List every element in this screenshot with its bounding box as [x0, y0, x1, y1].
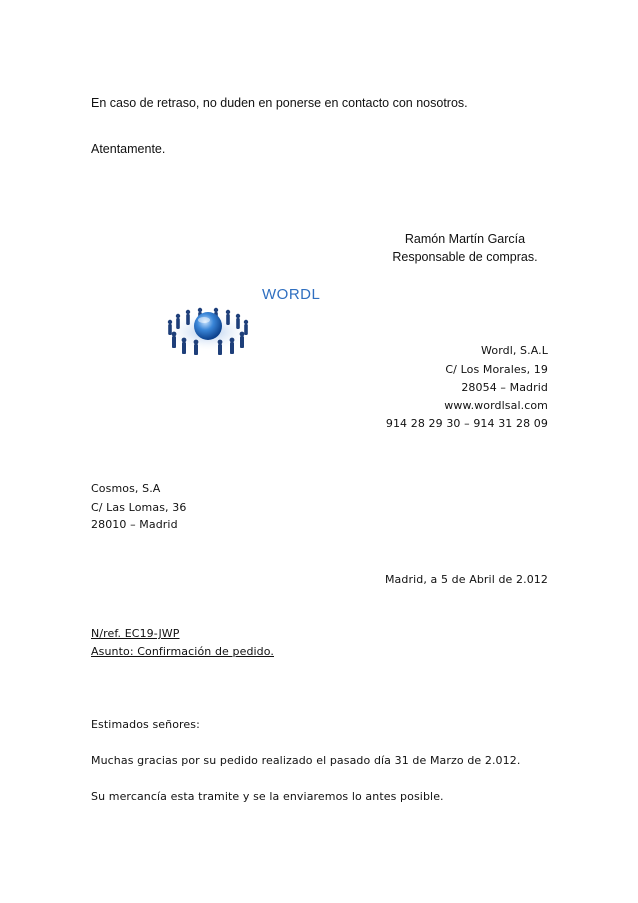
sender-web: www.wordlsal.com	[444, 399, 548, 412]
sender-city: 28054 – Madrid	[461, 381, 548, 394]
logo-brand-text: WORDL	[262, 286, 321, 303]
reference-number: N/ref. EC19-JWP	[91, 627, 180, 640]
globe-people-icon	[160, 296, 256, 356]
signatory-role: Responsable de compras.	[392, 250, 538, 264]
greeting: Estimados señores:	[91, 718, 200, 731]
sender-street: C/ Los Morales, 19	[445, 363, 548, 376]
closing-delay-text: En caso de retraso, no duden en ponerse en contacto con nosotros.	[91, 96, 468, 110]
body-paragraph-1: Muchas gracias por su pedido realizado el pasado día 31 de Marzo de 2.012.	[91, 754, 521, 767]
closing-regards: Atentamente.	[91, 142, 166, 156]
sender-company: Wordl, S.A.L	[481, 344, 548, 357]
body-paragraph-2: Su mercancía esta tramite y se la enviaremos lo antes posible.	[91, 790, 444, 803]
recipient-street: C/ Las Lomas, 36	[91, 501, 187, 514]
date-line: Madrid, a 5 de Abril de 2.012	[384, 573, 548, 586]
recipient-city: 28010 – Madrid	[91, 518, 178, 531]
recipient-company: Cosmos, S.A	[91, 482, 161, 495]
subject-line: Asunto: Confirmación de pedido.	[91, 645, 274, 658]
sender-phones: 914 28 29 30 – 914 31 28 09	[385, 417, 548, 430]
signatory-name: Ramón Martín García	[404, 232, 526, 246]
